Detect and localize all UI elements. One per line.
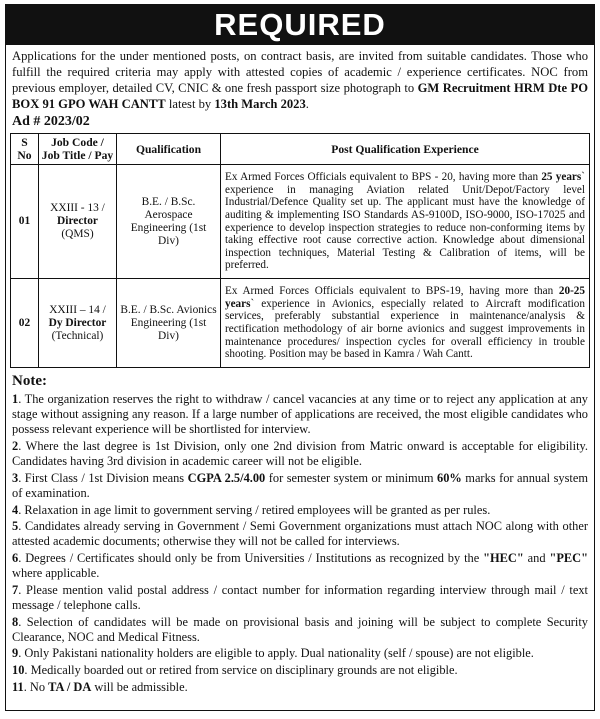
note-number: 10 xyxy=(12,662,25,677)
table-row xyxy=(11,279,590,368)
note-text: where applicable. xyxy=(12,566,100,581)
note-text: . Degrees / Certificates should only be from Universities / Institutions as recognized by the xyxy=(18,550,484,565)
note-emphasis: 60% xyxy=(437,470,462,485)
row-sno-text: 01 xyxy=(18,215,31,227)
banner-title: REQUIRED xyxy=(6,5,594,45)
exp-years: 20-25 years xyxy=(225,285,585,310)
note-text: will be admissible. xyxy=(91,679,188,694)
note-item xyxy=(12,519,588,549)
note-number: 1 xyxy=(12,392,19,406)
note-emphasis: "HEC" xyxy=(483,550,524,565)
exp-years: 25 years xyxy=(541,171,582,184)
intro-latest-by: latest by xyxy=(165,97,215,111)
job-code: XXIII - 13 / xyxy=(50,202,105,214)
row-sno xyxy=(11,279,39,368)
note-number: 8 xyxy=(12,614,19,629)
posts-table xyxy=(10,133,590,368)
note-heading: Note: xyxy=(12,373,47,389)
header-experience: Post Qualification Experience xyxy=(221,134,590,165)
note-number: 11 xyxy=(12,679,24,694)
table-row xyxy=(11,165,590,279)
intro-end: . xyxy=(305,97,309,111)
job-title: Director xyxy=(57,215,98,227)
note-emphasis: TA / DA xyxy=(48,679,92,694)
note-item xyxy=(12,663,588,678)
note-item xyxy=(12,551,588,581)
exp-text-a: Ex Armed Forces Officials equivalent to BPS - 20, having more than xyxy=(225,171,542,184)
exp-text-b: ` experience in Avionics, especially related to Aircraft modification services, preferably substantial experience in maintenance/analysis & rectification methodology of air borne avionics and suggest improvements in maintenance procedures/ inspection cycles for overall efficiency in trouble shooting. Position may be based in Kamra / Wah Cantt. xyxy=(225,297,585,361)
note-number: 5 xyxy=(12,519,19,534)
note-text: . Only Pakistani nationality holders are eligible to apply. Dual nationality (self / spouse) are not eligible. xyxy=(18,646,534,661)
note-item xyxy=(12,646,588,661)
note-item xyxy=(12,471,588,501)
note-text: and xyxy=(523,550,550,565)
row-qualification: B.E. / B.Sc. Avionics Engineering (1st Div) xyxy=(117,279,221,368)
note-text: . Candidates already serving in Government / Semi Government organizations must attach NOC along with other attested academic documents; otherwise they will not be called for interviews. xyxy=(12,519,588,549)
note-number: 2 xyxy=(12,439,19,453)
note-number: 6 xyxy=(12,550,19,565)
note-item xyxy=(12,583,588,613)
note-text: . No xyxy=(23,679,49,694)
row-qualification: B.E. / B.Sc. Aerospace Engineering (1st Div) xyxy=(117,165,221,279)
note-number: 7 xyxy=(12,582,19,597)
ad-number: Ad # 2023/02 xyxy=(12,114,90,129)
intro-deadline: 13th March 2023 xyxy=(214,97,306,111)
job-code: XXIII – 14 / xyxy=(49,303,106,316)
note-emphasis: CGPA 2.5/4.00 xyxy=(187,470,266,485)
note-item xyxy=(12,503,588,518)
note-text: . Selection of candidates will be made on provisional basis and joining will be subject to complete Security Clearance, NOC and Medical Fitness. xyxy=(12,614,588,644)
note-item xyxy=(12,392,588,438)
header-sno: S No xyxy=(11,134,39,165)
row-experience xyxy=(221,279,590,368)
row-sno-text: 02 xyxy=(18,316,31,329)
note-text: . First Class / 1st Division means xyxy=(18,470,188,485)
note-text: marks for annual system of examination. xyxy=(12,470,588,500)
exp-text-a: Ex Armed Forces Officials equivalent to BPS-19, having more than xyxy=(225,285,559,298)
job-pay: (Technical) xyxy=(51,329,104,342)
note-item xyxy=(12,615,588,645)
note-item xyxy=(12,439,588,469)
note-text: . Please mention valid postal address / contact number for information regarding interview through mail / text message / telephone calls. xyxy=(12,582,588,612)
note-text: . The organization reserves the right to withdraw / cancel vacancies at any time or to reject any application at any stage without assigning any reason. If a large number of applications are received, the most eligible candidates who possess relevant experience will be shortlisted for interview. xyxy=(12,392,588,437)
intro-text: Applications for the under mentioned posts, on contract basis, are invited from suitable candidates. Those who fulfill the required criteria may apply with attested copies of academic / experience certificates. NOC from previous employer, detailed CV, CNIC & one fresh passport size photograph to xyxy=(12,49,588,95)
header-job: Job Code / Job Title / Pay xyxy=(39,134,117,165)
row-experience xyxy=(221,165,590,279)
job-title: Dy Director xyxy=(48,316,107,329)
row-job xyxy=(39,165,117,279)
notes-list xyxy=(6,392,594,695)
note-text: for semester system or minimum xyxy=(265,470,438,485)
advertisement-page xyxy=(5,4,595,711)
note-number: 9 xyxy=(12,646,19,661)
note-text: . Relaxation in age limit to government serving / retired employees will be granted as per rules. xyxy=(18,502,491,517)
intro-address: GM Recruitment HRM Dte PO BOX 91 GPO WAH CANTT xyxy=(12,81,589,111)
intro-paragraph xyxy=(6,45,594,112)
note-text: . Where the last degree is 1st Division, only one 2nd division from Matric onward is acceptable for eligibility. Candidates having 3rd division in academic career will not be eligible. xyxy=(12,439,588,469)
exp-text-b: ` experience in managing Aviation related Unit/Depot/Factory level Industrial/Defence Quality set up. The applicant must have the knowledge of auditing & implementing ISO Standards AS-9100D, ISO-9000, ISO-17025 and experience to develop inspection strategies to reduce non-conforming items by taking effective root cause corrective action. Knowledge about dimensional inspection techniques, Material Testing & Calibration of items, will be preferred. xyxy=(225,171,585,272)
row-sno xyxy=(11,165,39,279)
table-header-row xyxy=(11,134,590,165)
note-text: . Medically boarded out or retired from service on disciplinary grounds are not eligible. xyxy=(24,662,458,677)
note-emphasis: "PEC" xyxy=(549,550,588,565)
note-number: 3 xyxy=(12,470,19,485)
note-item xyxy=(12,680,588,695)
header-qualification: Qualification xyxy=(117,134,221,165)
note-number: 4 xyxy=(12,502,19,517)
row-job xyxy=(39,279,117,368)
job-pay: (QMS) xyxy=(61,228,94,240)
